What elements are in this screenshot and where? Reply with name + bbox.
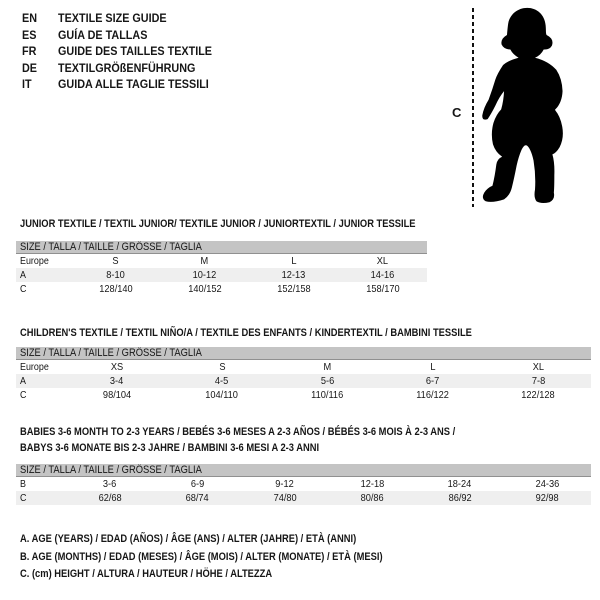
language-row-fr <box>22 43 212 60</box>
babies-section-title-line1: BABIES 3-6 MONTH TO 2-3 YEARS / BEBÉS 3-6 MESES A 2-3 AÑOS / BÉBÉS 3-6 MOIS À 2-3 ANS / <box>20 426 456 438</box>
language-row-it <box>22 76 212 93</box>
age-cell: 18-24 <box>447 478 472 490</box>
language-row-es <box>22 27 212 44</box>
table-row-europe <box>16 360 591 375</box>
age-cell: 6-9 <box>190 478 204 490</box>
age-cell: 8-10 <box>71 268 160 282</box>
age-cell: 12-18 <box>360 478 385 490</box>
language-code: ES <box>22 27 37 42</box>
table-row-height <box>16 388 591 402</box>
height-cell: 92/98 <box>504 491 592 505</box>
age-cell: 12-13 <box>249 268 338 282</box>
language-label: GUÍA DE TALLAS <box>58 27 148 42</box>
table-row-height <box>16 491 591 505</box>
age-cell: 3-6 <box>103 478 117 490</box>
language-label: GUIDA ALLE TAGLIE TESSILI <box>58 77 209 91</box>
row-label: C <box>16 491 66 505</box>
table-row-height <box>16 282 427 296</box>
footnote-age-years: A. AGE (YEARS) / EDAD (AÑOS) / ÂGE (ANS) / ALTER (JAHRE) / ETÀ (ANNI) <box>20 533 357 545</box>
age-cell: 9-12 <box>275 478 294 490</box>
table-row-age-months <box>16 477 591 492</box>
junior-size-table <box>16 241 427 296</box>
size-cell: M <box>200 255 209 267</box>
toddler-silhouette-icon <box>477 5 593 210</box>
height-cell: 122/128 <box>521 389 555 401</box>
size-cell: XS <box>110 361 123 373</box>
size-cell: XL <box>532 361 544 373</box>
language-code: DE <box>22 60 38 75</box>
age-cell: 10-12 <box>160 268 249 282</box>
height-cell: 68/74 <box>154 491 242 505</box>
junior-section-title <box>20 216 485 232</box>
size-header-cell: SIZE / TALLA / TAILLE / GRÖSSE / TAGLIA <box>16 347 591 360</box>
size-header-cell: SIZE / TALLA / TAILLE / GRÖSSE / TAGLIA <box>16 464 591 477</box>
age-cell: 24-36 <box>535 478 560 490</box>
language-row-en <box>22 10 212 27</box>
age-cell: 6-7 <box>380 374 485 388</box>
table-row-europe <box>16 254 427 269</box>
age-cell: 14-16 <box>338 268 427 282</box>
children-size-table <box>16 347 591 402</box>
language-label: TEXTILGRÖßENFÜHRUNG <box>58 60 196 75</box>
babies-section-title-line2: BABYS 3-6 MONATE BIS 2-3 JAHRE / BAMBINI 3-6 MESI A 2-3 ANNI <box>20 442 320 454</box>
language-row-de <box>22 60 212 77</box>
height-cell: 152/158 <box>276 283 311 295</box>
height-cell: 116/122 <box>416 389 450 401</box>
row-label: A <box>16 374 64 388</box>
row-label: Europe <box>20 255 49 267</box>
babies-size-table <box>16 464 591 505</box>
footnote-age-months: B. AGE (MONTHS) / EDAD (MESES) / ÂGE (MOIS) / ALTER (MONATE) / ETÀ (MESI) <box>20 550 383 563</box>
language-code: IT <box>22 77 32 91</box>
size-cell: S <box>112 255 119 267</box>
height-cell: 158/170 <box>365 283 400 295</box>
size-header-cell: SIZE / TALLA / TAILLE / GRÖSSE / TAGLIA <box>16 241 427 254</box>
height-cell: 74/80 <box>241 491 329 505</box>
children-section-title <box>20 325 552 341</box>
height-cell: 62/68 <box>66 491 154 505</box>
height-cell: 140/152 <box>187 283 222 295</box>
height-dashed-line <box>472 8 474 207</box>
size-cell: L <box>290 255 297 267</box>
height-cell: 86/92 <box>416 491 504 505</box>
size-header-row <box>16 347 591 360</box>
footnote-height-cm: C. (cm) HEIGHT / ALTURA / HAUTEUR / HÖHE / ALTEZZA <box>20 568 273 580</box>
size-cell: S <box>218 361 226 373</box>
language-code: FR <box>22 44 37 58</box>
size-cell: L <box>430 361 436 373</box>
babies-section-title <box>20 424 532 456</box>
language-label: GUIDE DES TAILLES TEXTILE <box>58 44 213 58</box>
language-label: TEXTILE SIZE GUIDE <box>58 11 167 25</box>
size-cell: XL <box>376 255 389 267</box>
age-cell: 5-6 <box>275 374 380 388</box>
height-cell: 80/86 <box>329 491 417 505</box>
language-legend <box>22 10 212 93</box>
children-section-title-text: CHILDREN'S TEXTILE / TEXTIL NIÑO/A / TEXTILE DES ENFANTS / KINDERTEXTIL / BAMBINI TESSILE <box>20 327 472 339</box>
row-label: Europe <box>20 361 49 373</box>
row-label: B <box>20 478 26 490</box>
row-label: C <box>20 389 27 401</box>
size-header-row <box>16 241 427 254</box>
row-label: A <box>16 268 71 282</box>
age-cell: 4-5 <box>169 374 274 388</box>
height-measure-label: C <box>452 105 462 120</box>
language-code: EN <box>22 11 38 25</box>
table-row-age <box>16 268 427 282</box>
footnotes <box>20 531 447 584</box>
height-cell: 128/140 <box>98 283 133 295</box>
height-cell: 110/116 <box>311 389 344 401</box>
table-row-age <box>16 374 591 388</box>
size-header-row <box>16 464 591 477</box>
height-cell: 98/104 <box>102 389 131 401</box>
age-cell: 7-8 <box>486 374 591 388</box>
junior-section-title-text: JUNIOR TEXTILE / TEXTIL JUNIOR/ TEXTILE JUNIOR / JUNIORTEXTIL / JUNIOR TESSILE <box>20 218 416 230</box>
size-cell: M <box>323 361 332 373</box>
row-label: C <box>20 283 27 295</box>
height-cell: 104/110 <box>205 389 239 401</box>
age-cell: 3-4 <box>64 374 169 388</box>
